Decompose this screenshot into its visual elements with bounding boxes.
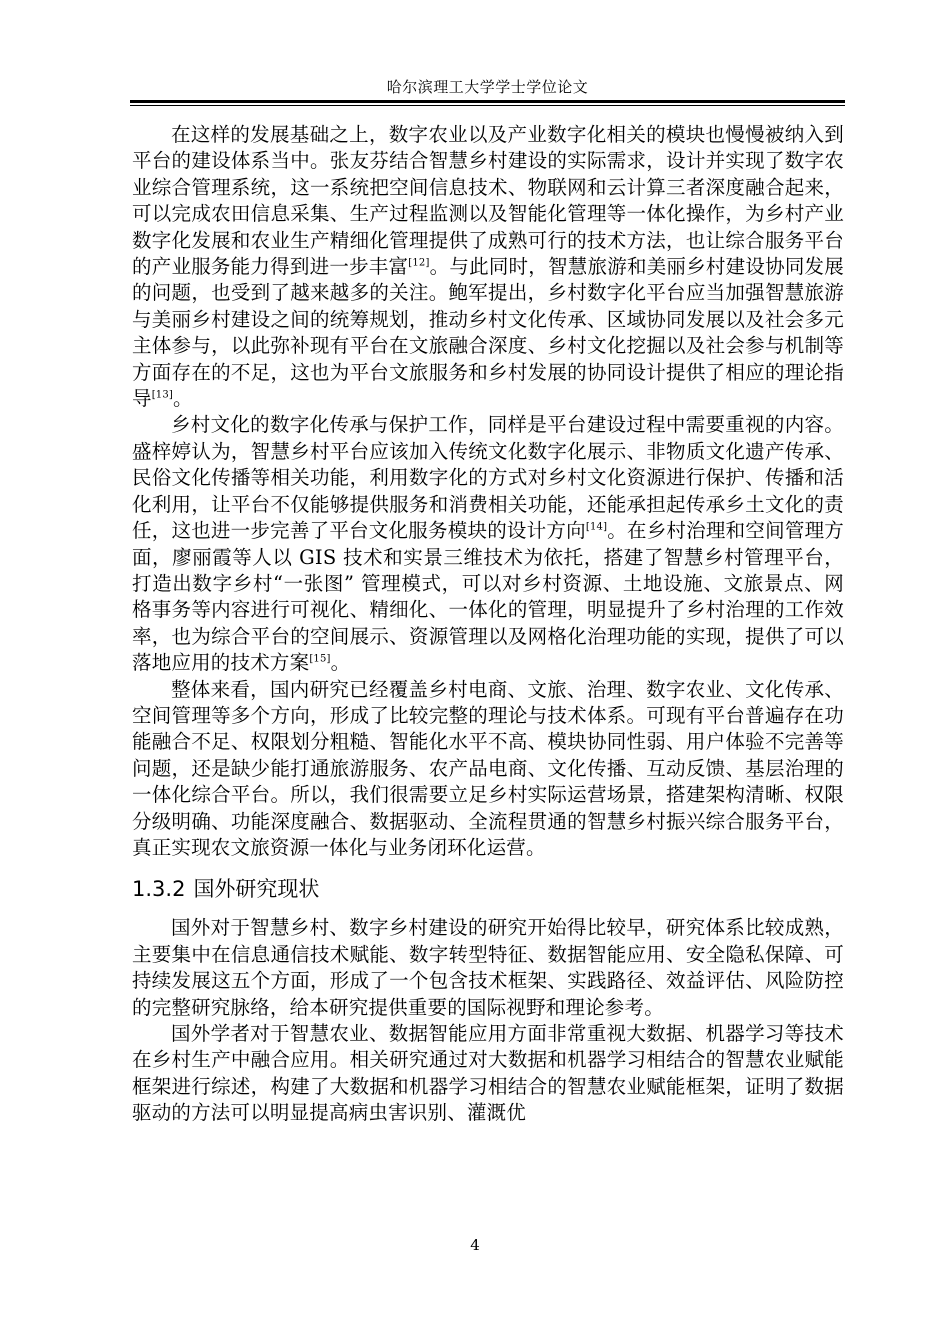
header-rule-thin <box>130 105 845 106</box>
paragraph-1-text-c: 。 <box>173 387 193 411</box>
citation-13: [13] <box>151 389 174 401</box>
paragraph-3-text: 整体来看，国内研究已经覆盖乡村电商、文旅、治理、数字农业、文化传承、空间管理等多个方向，形成了比较完整的理论与技术体系。可现有平台普遍存在功能融合不足、权限划分粗糙、智能化水平不高、模块协同性弱、用户体验不完善等问题，还是缺少能打通旅游服务、农产品电商、文化传播、互动反馈、基层治理的一体化综合平台。所以，我们很需要立足乡村实际运营场景，搭建架构清晰、权限分级明确、功能深度融合、数据驱动、全流程贯通的智慧乡村振兴综合服务平台，真正实现农文旅资源一体化与业务闭环化运营。 <box>132 677 844 859</box>
paragraph-2-text-a: 乡村文化的数字化传承与保护工作，同样是平台建设过程中需要重视的内容。盛梓婷认为，智慧乡村平台应该加入传统文化数字化展示、非物质文化遗产传承、民俗文化传播等相关功能，利用数字化的方式对乡村文化资源进行保护、传播和活化利用，让平台不仅能够提供服务和消费相关功能，还能承担起传承乡土文化的责任，这也进一步完善了平台文化服务模块的设计方向 <box>132 413 844 543</box>
section-title: 国外研究现状 <box>193 877 320 902</box>
page-number: 4 <box>470 1236 480 1254</box>
paragraph-2-text-b: 。在乡村治理和空间管理方面，廖丽霞等人以 GIS 技术和实景三维技术为依托，搭建了智慧乡村管理平台，打造出数字乡村“一张图” 管理模式，可以对乡村资源、土地设施、文旅景点、网格事务等内容进行可视化、精细化、一体化的管理，明显提升了乡村治理的工作效率，也为综合平台的空间展示、资源管理以及网格化治理功能的实现，提供了可以落地应用的技术方案 <box>132 519 844 675</box>
citation-15: [15] <box>309 653 331 665</box>
paragraph-3 <box>132 677 844 862</box>
paragraph-4: 国外对于智慧乡村、数字乡村建设的研究开始得比较早，研究体系比较成熟，主要集中在信息通信技术赋能、数字转型特征、数据智能应用、安全隐私保障、可持续发展这五个方面，形成了一个包含技术框架、实践路径、效益评估、风险防控的完整研究脉络，给本研究提供重要的国际视野和理论参考。 <box>132 916 844 1019</box>
paragraph-1-text-b: 。与此同时，智慧旅游和美丽乡村建设协同发展的问题，也受到了越来越多的关注。鲍军提出，乡村数字化平台应当加强智慧旅游与美丽乡村建设之间的统筹规划，推动乡村文化传承、区域协同发展以及社会多元主体参与，以此弥补现有平台在文旅融合深度、乡村文化挖掘以及社会参与机制等方面存在的不足，这也为平台文旅服务和乡村发展的协同设计提供了相应的理论指导 <box>132 255 844 411</box>
running-header: 哈尔滨理工大学学士学位论文 <box>386 78 589 96</box>
paragraph-1 <box>132 122 844 412</box>
section-number: 1.3.2 <box>132 877 186 902</box>
paragraph-2 <box>132 412 844 676</box>
citation-14: [14] <box>585 521 608 533</box>
body-text <box>132 122 844 1127</box>
paragraph-5: 国外学者对于智慧农业、数据智能应用方面非常重视大数据、机器学习等技术在乡村生产中融合应用。相关研究通过对大数据和机器学习相结合的智慧农业赋能框架进行综述，构建了大数据和机器学习相结合的智慧农业赋能框架，证明了数据驱动的方法可以明显提高病虫害识别、灌溉优 <box>132 1022 844 1125</box>
paragraph-2-text-c: 。 <box>330 651 351 675</box>
header-rule-thick <box>130 100 845 103</box>
citation-12: [12] <box>408 257 430 269</box>
paragraph-1-text-a: 在这样的发展基础之上，数字农业以及产业数字化相关的模块也慢慢被纳入到平台的建设体系当中。张友芬结合智慧乡村建设的实际需求，设计并实现了数字农业综合管理系统，这一系统把空间信息技术、物联网和云计算三者深度融合起来，可以完成农田信息采集、生产过程监测以及智能化管理等一体化操作，为乡村产业数字化发展和农业生产精细化管理提供了成熟可行的技术方法，也让综合服务平台的产业服务能力得到进一步丰富 <box>132 123 844 279</box>
section-heading <box>132 875 844 903</box>
